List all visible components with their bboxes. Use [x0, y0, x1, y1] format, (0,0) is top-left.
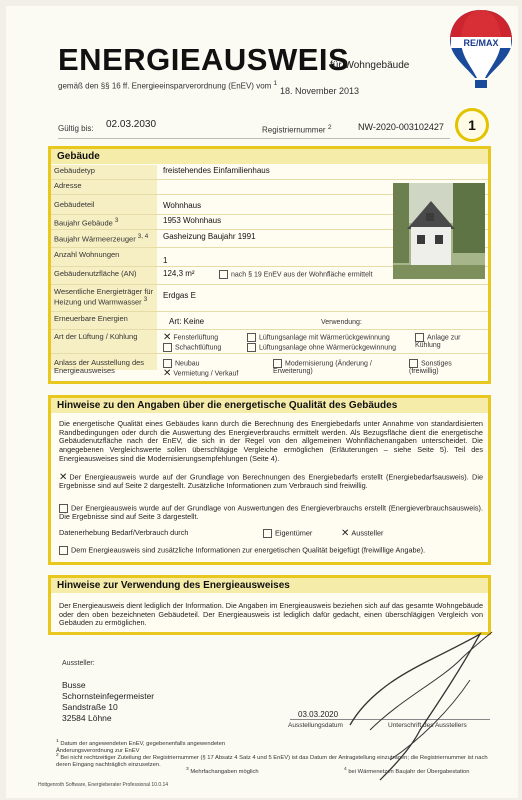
software-credit: Hottgenroth Software, Energieberater Professional 10.0.14	[38, 782, 169, 788]
valid-until-value: 02.03.2030	[106, 119, 157, 130]
row-adresse: Adresse	[51, 180, 488, 195]
option-modernisierung[interactable]: Modernisierung (Änderung / Erweiterung)	[273, 360, 372, 375]
option-aussteller[interactable]: ✕ Aussteller	[341, 528, 384, 539]
data-collection-label: Datenerhebung Bedarf/Verbrauch durch	[59, 528, 189, 537]
quality-intro: Die energetische Qualität eines Gebäudes kann durch die Berechnung des Energiebedarfs unter Annahme von standardisierten Randbedingungen oder durch die Auswertung des Energieverbrauchs ermittelt werden. Als Bezugsfläche dient die energetische Gebäudenutzfläche nach der EnEV, die sich in der Regel von den allgemeinen Wohnflächenangaben unterscheidet. Die angegebenen Vergleichswerte sollen überschlägige Vergleiche ermöglichen (Erläuterungen – siehe Seite 5). Teil des Energieausweises sind die Modernisierungsempfehlungen (Seite 4).	[59, 419, 483, 463]
checked-x-icon: ✕	[163, 368, 172, 379]
footnote-3: $^3$ Mehrfachangaben möglich	[186, 767, 259, 775]
option-neubau[interactable]: Neubau	[163, 359, 200, 368]
row-erneuerbare: Erneuerbare Energien Art: Keine Verwendung:	[51, 313, 488, 330]
quality-section	[48, 395, 491, 565]
logo-text: RE/MAX	[463, 38, 499, 48]
registration-label: Registriernummer $^2$	[262, 124, 332, 135]
valid-until-label: Gültig bis:	[58, 124, 94, 133]
row-gebaeudeteil: Gebäudeteil Wohnhaus	[51, 197, 488, 215]
quality-heading: Hinweise zu den Angaben über die energetische Qualität des Gebäudes	[51, 398, 488, 413]
row-lueftung: Art der Lüftung / Kühlung ✕ Fensterlüftung Lüftungsanlage mit Wärmerückgewinnung Anlage zur Kühlung Schachtlüftung Lüftungsanlage ohne Wärmerückgewinnung	[51, 331, 488, 354]
remax-balloon-logo	[447, 8, 515, 94]
registration-number: NW-2020-003102427	[358, 122, 444, 132]
option-sonstiges[interactable]: Sonstiges (freiwillig)	[409, 360, 452, 375]
option-fensterlueftung[interactable]: ✕ Fensterlüftung	[163, 332, 219, 343]
row-anzahl-wohnungen: Anzahl Wohnungen 1	[51, 249, 488, 267]
usage-section	[48, 575, 491, 635]
row-nutzflaeche: Gebäudenutzfläche (AN) 124,3 m² nach § 19 EnEV aus der Wohnfläche ermittelt	[51, 268, 488, 285]
option-lueftung-ohne-wrg[interactable]: Lüftungsanlage ohne Wärmerückgewinnung	[247, 343, 396, 352]
building-heading: Gebäude	[51, 149, 488, 164]
checked-x-icon: ✕	[59, 472, 68, 483]
option-zusatzinfo[interactable]: Dem Energieausweis sind zusätzliche Informationen zur energetischen Qualität beigefügt (freiwillige Angabe).	[59, 546, 483, 555]
option-eigentuemer[interactable]: Eigentümer	[263, 529, 312, 538]
footnote-1: $^1$ Datum der angewendeten EnEV, gegebenenfalls angewendeten Änderungsverordnung zur EnEV	[56, 739, 226, 754]
row-baujahr-gebaeude: Baujahr Gebäude $^3$ 1953 Wohnhaus	[51, 215, 488, 230]
option-vermietung[interactable]: ✕ Vermietung / Verkauf	[163, 368, 239, 379]
row-anlass: Anlass der Ausstellung des Energieausweises Neubau Modernisierung (Änderung / Erweiterung) Sonstiges (freiwillig) ✕ Vermietung / Verkauf	[51, 355, 488, 382]
option-verbrauchsausweis[interactable]: Der Energieausweis wurde auf der Grundlage von Auswertungen des Energieverbrauchs erstellt (Energieverbrauchsausweis). Die Ergebnisse sind auf Seite 3 dargestellt.	[59, 503, 483, 522]
house-photo	[393, 183, 485, 279]
law-reference: gemäß den §§ 16 ff. Energieeinsparverordnung (EnEV) vom $^1$	[58, 80, 278, 91]
document-subtitle: für Wohngebäude	[330, 60, 410, 71]
usage-text: Der Energieausweis dient lediglich der Information. Die Angaben im Energieausweis beziehen sich auf das gesamte Wohngebäude oder den oben bezeichneten Gebäudeteil. Der Energieausweis ist lediglich dafür gedacht, einen überschlägigen Vergleich von Gebäuden zu ermöglichen.	[59, 601, 483, 628]
law-date: 18. November 2013	[280, 86, 360, 96]
option-schachtlueftung[interactable]: Schachtlüftung	[163, 343, 221, 352]
row-baujahr-waermeerzeuger: Baujahr Wärmeerzeuger $^{3, 4}$ Gasheizung Baujahr 1991	[51, 231, 488, 248]
checked-x-icon: ✕	[341, 528, 350, 539]
option-bedarfsausweis[interactable]: ✕ Der Energieausweis wurde auf der Grundlage von Berechnungen des Energiebedarfs erstellt (Energiebedarfsausweis). Die Ergebnisse sind auf Seite 2 dargestellt. Zusätzliche Informationen zum Verbrauch sind freiwillig.	[59, 472, 483, 491]
issue-date: 03.03.2020	[298, 710, 339, 719]
row-energietraeger: Wesentliche Energieträger für Heizung und Warmwasser $^3$ Erdgas E	[51, 286, 488, 312]
signature-label: Unterschrift des Ausstellers	[388, 722, 467, 729]
footnote-4: $^4$ bei Wärmenetzen Baujahr der Übergabestation	[344, 767, 470, 775]
document-title: ENERGIEAUSWEIS	[58, 42, 350, 77]
issuer-address: Busse Schornsteinfegermeister Sandstraße 10 32584 Löhne	[62, 680, 155, 723]
option-kuehlung[interactable]: Anlage zur Kühlung	[415, 334, 461, 349]
checked-x-icon: ✕	[163, 332, 172, 343]
issue-date-label: Ausstellungsdatum	[288, 722, 343, 729]
header-divider	[58, 138, 450, 139]
usage-heading: Hinweise zur Verwendung des Energieausweises	[51, 578, 488, 593]
page-number-badge: 1	[455, 108, 489, 142]
row-gebaeudetyp: Gebäudetyp freistehendes Einfamilienhaus	[51, 165, 488, 180]
issuer-label: Aussteller:	[62, 660, 95, 667]
option-lueftung-mit-wrg[interactable]: Lüftungsanlage mit Wärmerückgewinnung	[247, 333, 390, 342]
footnote-2: $^2$ Bei nicht rechtzeitiger Zuteilung der Registriernummer (§ 17 Absatz 4 Satz 4 und 5 EnEV) ist das Datum der Antragstellung einzutragen; die Registriernummer ist nach deren Eingang nachträglich einzusetzen.	[56, 753, 488, 768]
checkbox-nutzflaeche[interactable]	[219, 270, 228, 279]
